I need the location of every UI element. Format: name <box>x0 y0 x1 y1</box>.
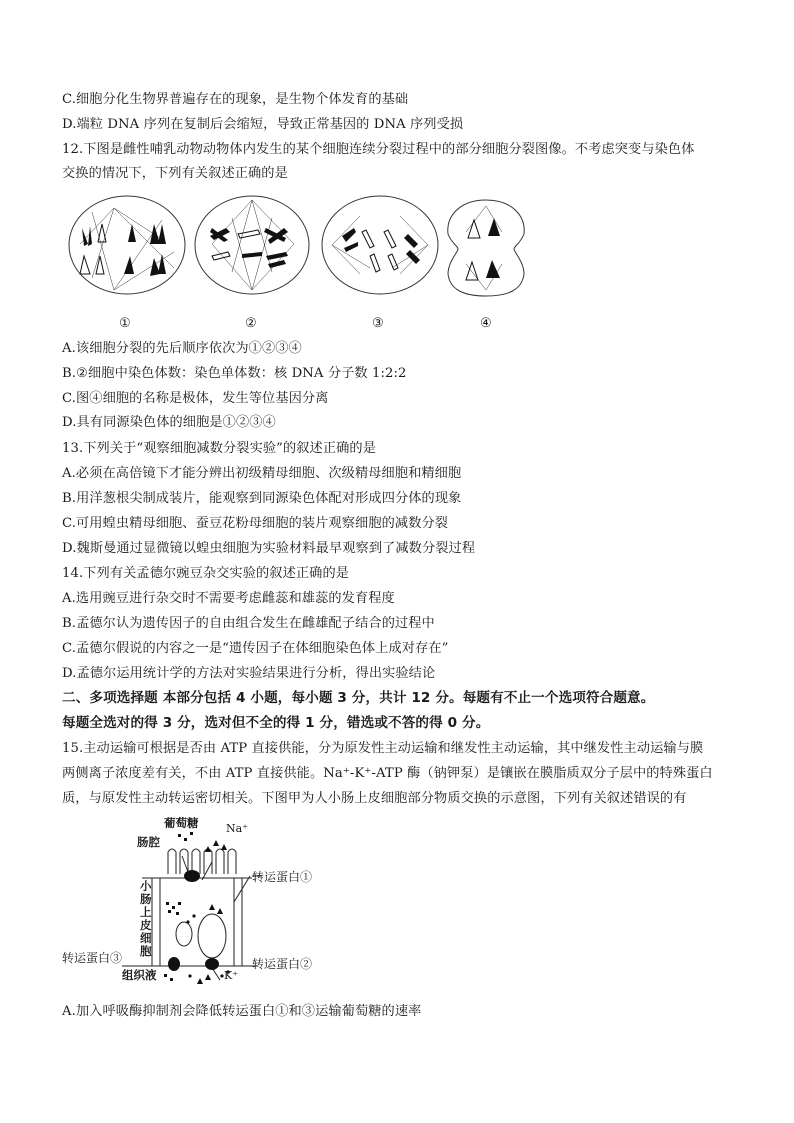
section-2-scoring: 每题全选对的得 3 分，选对但不全的得 1 分，错选或不答的得 0 分。 <box>62 715 490 731</box>
option-14a: A.选用豌豆进行杂交时不需要考虑雌蕊和雄蕊的发育程度 <box>62 591 395 606</box>
option-14d: D.孟德尔运用统计学的方法对实验结果进行分析，得出实验结论 <box>62 666 436 681</box>
option-15a: A.加入呼吸酶抑制剂会降低转运蛋白①和③运输葡萄糖的速率 <box>62 1004 422 1019</box>
figure-12-label-3: ③ <box>372 316 384 331</box>
question-12-stem: 12.下图是雌性哺乳动物动物体内发生的某个细胞连续分裂过程中的部分细胞分裂图像。不考虑突变与染色体 <box>62 142 695 157</box>
question-15-stem-2: 两侧离子浓度差有关，不由 ATP 直接供能。Na⁺-K⁺-ATP 酶（钠钾泵）是镶嵌在膜脂质双分子层中的特殊蛋白 <box>62 766 713 781</box>
option-12c: C.图④细胞的名称是极体，发生等位基因分离 <box>62 391 329 406</box>
question-12-stem-cont: 交换的情况下，下列有关叙述正确的是 <box>62 166 288 181</box>
question-14-stem: 14.下列有关孟德尔豌豆杂交实验的叙述正确的是 <box>62 566 350 581</box>
fig15-label-k: K⁺ <box>224 969 239 982</box>
fig15-label-glucose: 葡萄糖 <box>164 816 199 830</box>
figure-12-label-4: ④ <box>480 316 492 331</box>
fig15-label-lumen: 肠腔 <box>137 835 160 849</box>
option-12d: D.具有同源染色体的细胞是①②③④ <box>62 415 276 430</box>
question-13-stem: 13.下列关于“观察细胞减数分裂实验”的叙述正确的是 <box>62 441 376 456</box>
question-15-stem-1: 15.主动运输可根据是否由 ATP 直接供能，分为原发性主动运输和继发性主动运输，其中继发性主动运输与膜 <box>62 741 704 756</box>
fig15-label-tissue-fluid: 组织液 <box>122 968 157 982</box>
option-14c: C.孟德尔假说的内容之一是“遗传因子在体细胞染色体上成对存在” <box>62 641 449 656</box>
fig15-cell-label: 小 肠 上 皮 细 胞 <box>140 879 152 958</box>
option-11c: C.细胞分化生物界普遍存在的现象，是生物个体发育的基础 <box>62 92 409 107</box>
option-12a: A.该细胞分裂的先后顺序依次为①②③④ <box>62 341 302 356</box>
section-2-heading: 二、多项选择题 本部分包括 4 小题，每小题 3 分，共计 12 分。每题有不止一个选项符合题意。 <box>62 690 655 706</box>
figure-12-label-1: ① <box>119 316 131 331</box>
fig15-label-transporter-1: 转运蛋白① <box>252 870 313 884</box>
figure-12-label-2: ② <box>245 316 257 331</box>
fig15-label-transporter-2: 转运蛋白② <box>252 957 313 971</box>
option-13d: D.魏斯曼通过显微镜以蝗虫细胞为实验材料最早观察到了减数分裂过程 <box>62 541 476 556</box>
option-14b: B.孟德尔认为遗传因子的自由组合发生在雌雄配子结合的过程中 <box>62 616 435 631</box>
figure-12-cell-division <box>62 194 532 336</box>
fig15-label-transporter-3: 转运蛋白③ <box>62 951 123 965</box>
option-13a: A.必须在高倍镜下才能分辨出初级精母细胞、次级精母细胞和精细胞 <box>62 466 462 481</box>
fig15-label-na: Na⁺ <box>226 822 248 835</box>
option-12b: B.②细胞中染色体数：染色单体数：核 DNA 分子数 1:2:2 <box>62 366 407 381</box>
option-13b: B.用洋葱根尖制成装片，能观察到同源染色体配对形成四分体的现象 <box>62 491 462 506</box>
option-11d: D.端粒 DNA 序列在复制后会缩短，导致正常基因的 DNA 序列受损 <box>62 117 464 132</box>
question-15-stem-3: 质，与原发性主动转运密切相关。下图甲为人小肠上皮细胞部分物质交换的示意图，下列有关叙述错误的有 <box>62 791 687 806</box>
option-13c: C.可用蝗虫精母细胞、蚕豆花粉母细胞的装片观察细胞的减数分裂 <box>62 516 449 531</box>
